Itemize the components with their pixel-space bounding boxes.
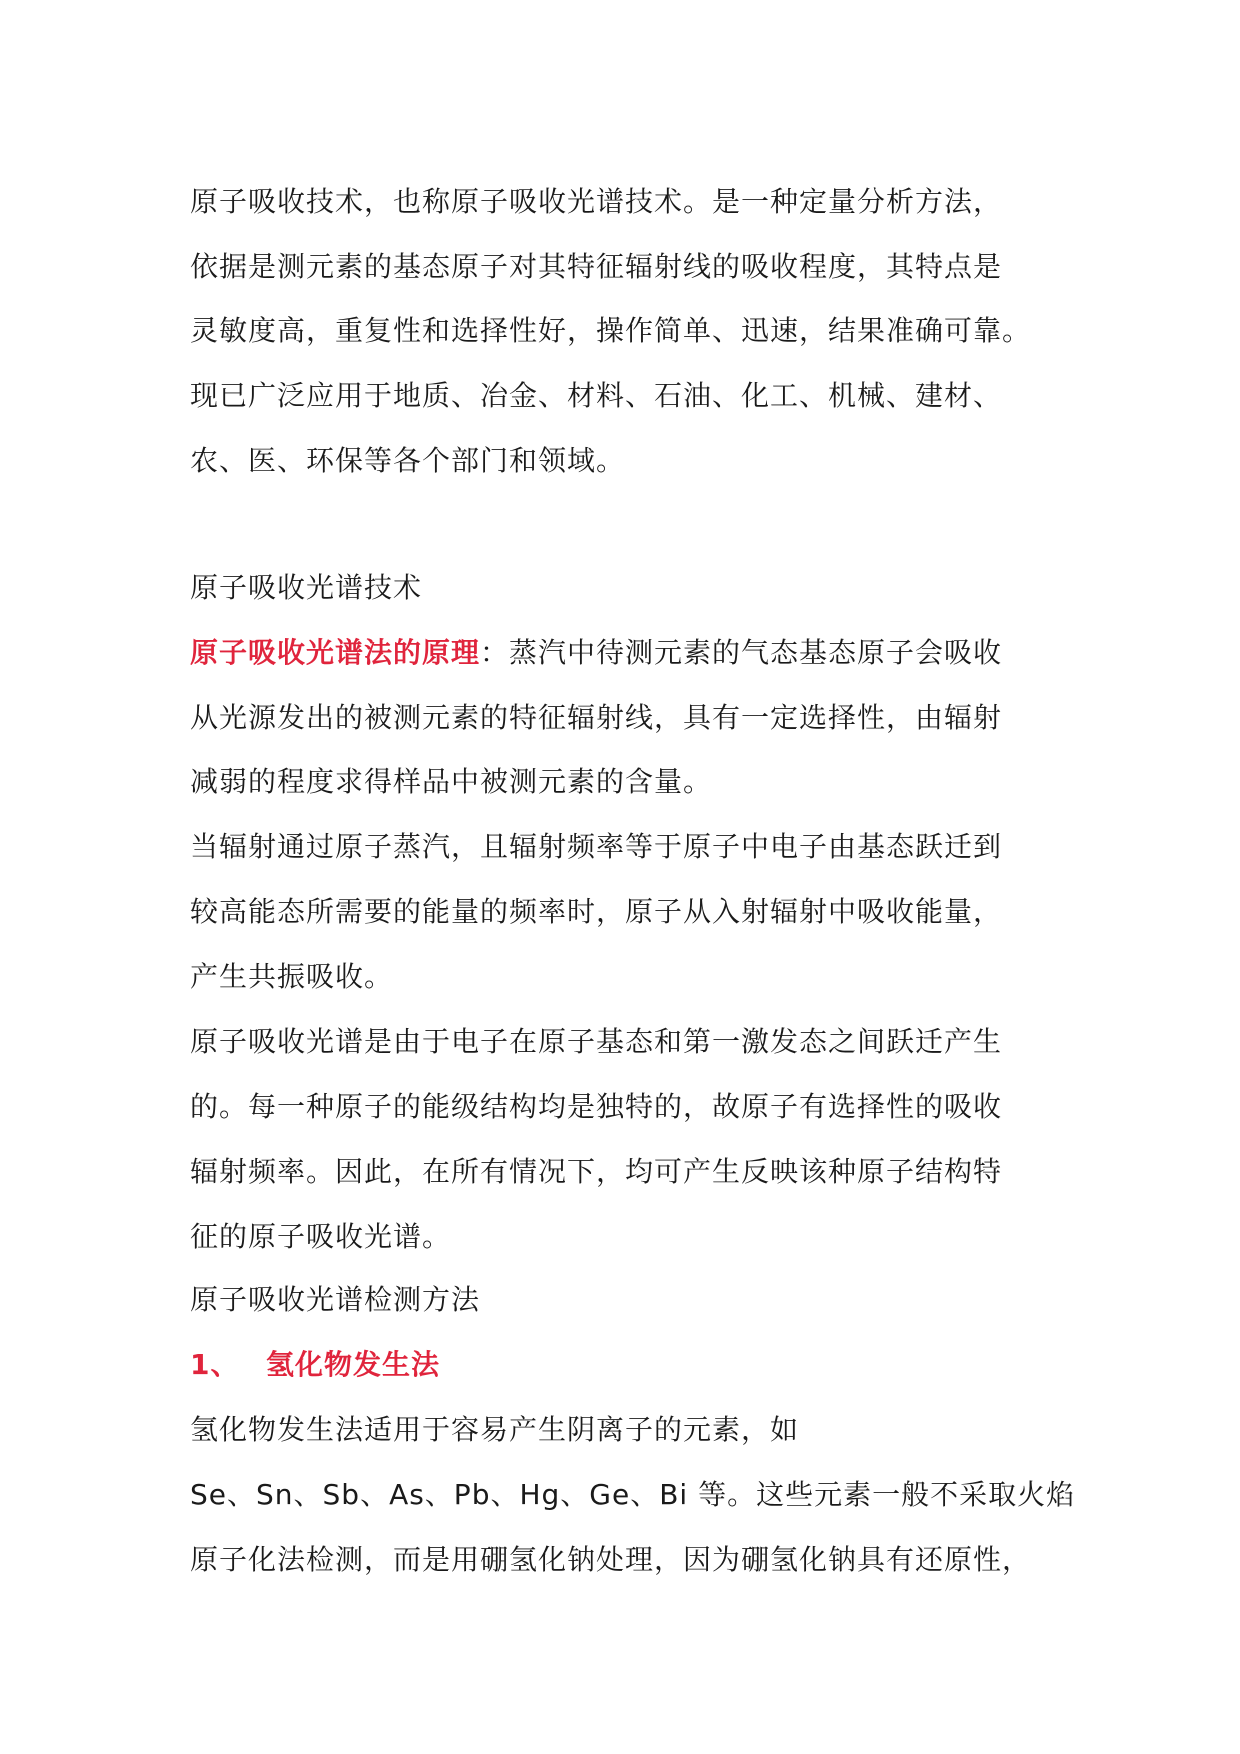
paragraph-line: 征的原子吸收光谱。: [190, 1220, 452, 1253]
intro-line: 现已广泛应用于地质、冶金、材料、石油、化工、机械、建材、: [190, 379, 1003, 412]
paragraph-line: 较高能态所需要的能量的频率时，原子从入射辐射中吸收能量，: [190, 895, 1003, 928]
paragraph-line: 原子化法检测，而是用硼氢化钠处理，因为硼氢化钠具有还原性，: [190, 1543, 1032, 1576]
paragraph-line: 辐射频率。因此，在所有情况下，均可产生反映该种原子结构特: [190, 1155, 1003, 1188]
section-heading: 原子吸收光谱检测方法: [190, 1283, 481, 1316]
principle-line: 减弱的程度求得样品中被测元素的含量。: [190, 765, 713, 798]
principle-first-line: [190, 633, 1002, 673]
paragraph-line: 氢化物发生法适用于容易产生阴离子的元素，如: [190, 1413, 800, 1446]
subheading-number: 1、: [190, 1348, 240, 1381]
principle-colon: ：: [480, 636, 510, 669]
principle-label: 原子吸收光谱法的原理: [190, 636, 481, 669]
subheading-title: 氢化物发生法: [266, 1348, 441, 1381]
section-heading: 原子吸收光谱技术: [190, 571, 423, 604]
paragraph-line: 当辐射通过原子蒸汽，且辐射频率等于原子中电子由基态跃迁到: [190, 830, 1003, 863]
intro-line: 农、医、环保等各个部门和领域。: [190, 444, 626, 477]
paragraph-line: 原子吸收光谱是由于电子在原子基态和第一激发态之间跃迁产生: [190, 1025, 1003, 1058]
intro-line: 原子吸收技术，也称原子吸收光谱技术。是一种定量分析方法，: [190, 185, 1003, 218]
paragraph-line: 的。每一种原子的能级结构均是独特的，故原子有选择性的吸收: [190, 1090, 1003, 1123]
paragraph-line: Se、Sn、Sb、As、Pb、Hg、Ge、Bi 等。这些元素一般不采取火焰: [190, 1478, 1076, 1511]
intro-line: 依据是测元素的基态原子对其特征辐射线的吸收程度，其特点是: [190, 250, 1003, 283]
principle-text: 蒸汽中待测元素的气态基态原子会吸收: [509, 636, 1003, 669]
subheading: [190, 1345, 440, 1385]
paragraph-line: 产生共振吸收。: [190, 960, 394, 993]
principle-line: 从光源发出的被测元素的特征辐射线，具有一定选择性，由辐射: [190, 701, 1003, 734]
intro-line: 灵敏度高，重复性和选择性好，操作简单、迅速，结果准确可靠。: [190, 314, 1032, 347]
